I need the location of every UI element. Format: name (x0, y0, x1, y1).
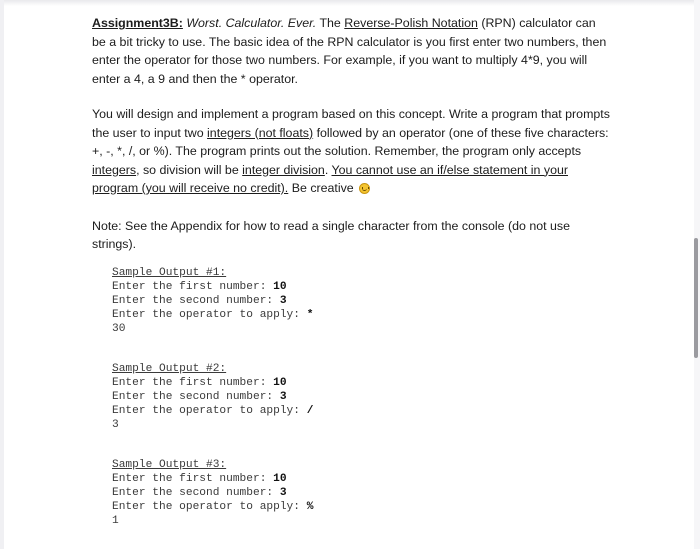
scrollbar-track[interactable] (694, 0, 700, 549)
assignment-subtitle: Worst. Calculator. Ever. (186, 16, 317, 30)
integers-emphasis: integers (92, 162, 137, 177)
sample-input-value: 3 (279, 391, 287, 403)
sample-line (112, 500, 313, 514)
assignment-title: Assignment3B: (92, 16, 183, 30)
rpn-link[interactable]: Reverse-Polish Notation (344, 16, 478, 30)
sample-input-value: % (306, 501, 314, 513)
instructions-text: followed by an operator (one of these five characters: +, -, *, /, or %). The program prints out the solution. Remember, the program only accepts (92, 125, 609, 158)
sample-prompt: Enter the second number: (112, 487, 280, 499)
note-paragraph: Note: See the Appendix for how to read a single character from the console (do not use strings). (92, 218, 571, 251)
sample-result: 30 (112, 323, 126, 335)
no-if-else-warning: You cannot use an if/else statement in your program (you will receive no credit). (92, 162, 568, 195)
instructions-text: . (324, 162, 329, 177)
scrollbar-thumb[interactable] (694, 238, 698, 358)
instructions-text: , so division will be (136, 162, 239, 177)
sample-input-value: 10 (273, 377, 287, 389)
sample-prompt: Enter the second number: (112, 295, 280, 307)
sample-line (112, 404, 313, 418)
sample-input-value: 10 (273, 281, 287, 293)
integer-division-emphasis: integer division (242, 162, 325, 177)
smiley-face-icon (359, 183, 370, 194)
sample-heading: Sample Output #1: (112, 267, 227, 279)
sample-heading: Sample Output #3: (112, 459, 227, 471)
sample-line (112, 294, 313, 308)
instructions-text: You will design and implement a program based on this concept. Write a program that prompts the user to input two (92, 107, 610, 140)
sample-output-block (112, 362, 313, 432)
instructions-paragraph (92, 105, 612, 198)
sample-input-value: 10 (273, 473, 287, 485)
sample-prompt: Enter the first number: (112, 377, 274, 389)
sample-line (112, 280, 313, 294)
top-shadow (0, 0, 700, 6)
sample-line (112, 390, 313, 404)
sample-prompt: Enter the first number: (112, 281, 274, 293)
sample-input-value: 3 (279, 487, 287, 499)
intro-paragraph (92, 14, 612, 88)
integers-not-floats: integers (not floats) (207, 125, 314, 140)
assignment-text (92, 14, 612, 254)
sample-prompt: Enter the operator to apply: (112, 309, 307, 321)
sample-output-block (112, 458, 313, 528)
intro-text: The (319, 16, 341, 30)
sample-prompt: Enter the second number: (112, 391, 280, 403)
sample-input-value: * (306, 309, 314, 321)
sample-input-value: / (306, 405, 314, 417)
sample-line (112, 472, 313, 486)
intro-text: (RPN) calculator can be a bit tricky to use. The basic idea of the RPN calculator is you first enter two numbers, then enter the operator for those two numbers. For example, if you want to multiply 4*9, you will enter a 4, a 9 and then the * operator. (92, 16, 607, 86)
sample-heading: Sample Output #2: (112, 363, 227, 375)
sample-line (112, 486, 313, 500)
sample-line (112, 308, 313, 322)
sample-output-block (112, 266, 313, 336)
sample-prompt: Enter the first number: (112, 473, 274, 485)
sample-outputs (112, 266, 313, 528)
be-creative-text: Be creative (291, 181, 354, 195)
sample-result: 3 (112, 419, 119, 431)
left-edge (0, 0, 4, 549)
sample-input-value: 3 (279, 295, 287, 307)
sample-prompt: Enter the operator to apply: (112, 405, 307, 417)
sample-prompt: Enter the operator to apply: (112, 501, 307, 513)
sample-result: 1 (112, 515, 119, 527)
sample-line (112, 376, 313, 390)
